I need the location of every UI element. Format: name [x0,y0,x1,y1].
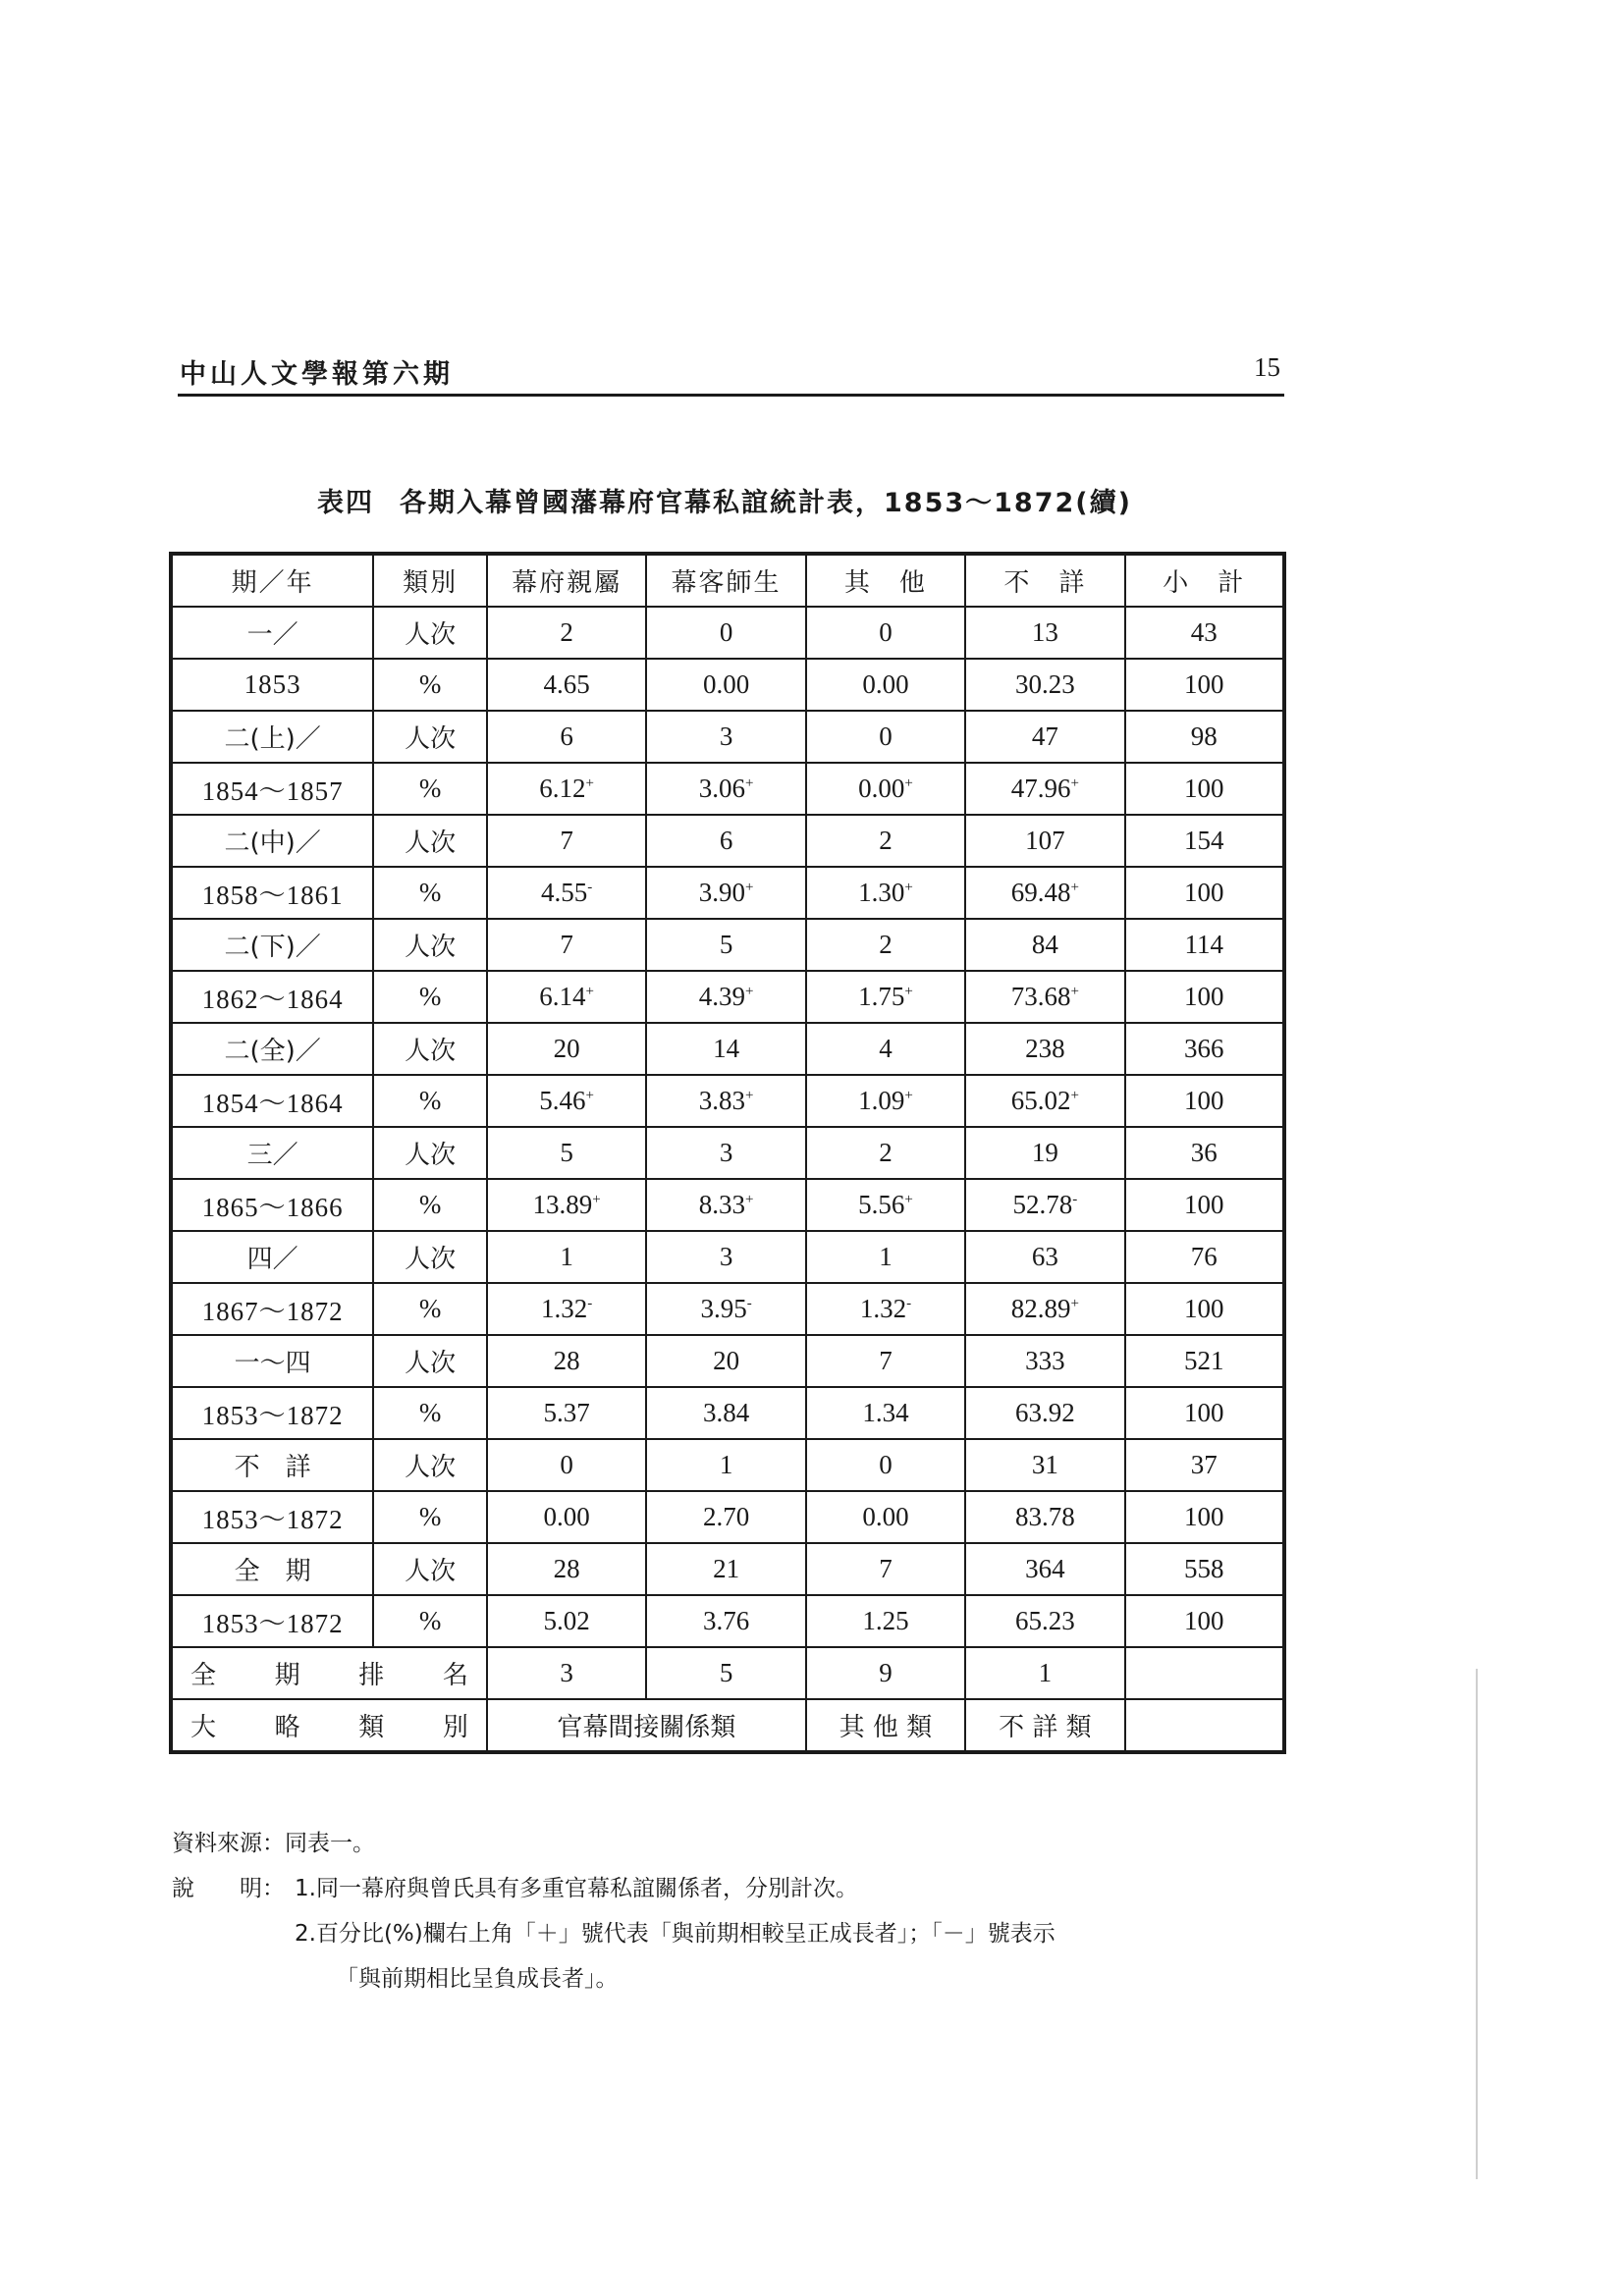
count-cell: 2 [806,1127,965,1179]
growth-mark: - [1072,1192,1078,1207]
period-percent-row [171,1491,1284,1543]
percent-cell [646,659,805,711]
growth-mark: + [904,984,913,999]
percent-cell [1125,659,1284,711]
growth-mark: - [587,1296,593,1311]
percent-value: 1.32 [859,1294,907,1323]
percent-value: 3.90 [698,878,745,907]
percent-cell [487,1283,646,1335]
percent-cell [1125,1283,1284,1335]
period-name: 不 詳 [171,1439,373,1491]
percent-value: 3.83 [698,1086,745,1115]
running-head [178,350,1284,397]
percent-value: 0.00 [858,774,905,803]
percent-value: 100 [1184,669,1224,699]
percent-cell [965,971,1124,1023]
count-cell: 3 [646,1231,805,1283]
row-type-label: % [373,1595,487,1647]
rank-row [171,1647,1284,1699]
category-indirect: 官幕間接關係類 [487,1699,806,1752]
count-cell: 5 [487,1127,646,1179]
table-notes [172,1821,1056,2002]
percent-value: 100 [1184,982,1224,1011]
percent-value: 63.92 [1014,1398,1075,1427]
percent-cell [1125,763,1284,815]
percent-cell [1125,971,1284,1023]
percent-value: 82.89 [1010,1294,1071,1323]
percent-value: 13.89 [532,1190,593,1219]
count-cell: 20 [646,1335,805,1387]
count-cell: 0 [806,607,965,659]
count-cell: 5 [646,919,805,971]
count-cell: 6 [487,711,646,763]
count-cell: 31 [965,1439,1124,1491]
row-type-label: % [373,763,487,815]
percent-value: 100 [1184,1502,1224,1531]
percent-value: 69.48 [1010,878,1071,907]
period-percent-row [171,1075,1284,1127]
col-header: 小 計 [1125,554,1284,607]
count-cell: 98 [1125,711,1284,763]
percent-value: 6.14 [539,982,586,1011]
source-label: 資料來源： [172,1831,285,1856]
table-caption: 各期入幕曾國藩幕府官幕私誼統計表，1853～1872(續) [400,488,1132,518]
period-percent-row [171,659,1284,711]
count-cell: 3 [646,1127,805,1179]
percent-cell [806,1179,965,1231]
percent-value: 83.78 [1014,1502,1075,1531]
growth-mark: - [746,1296,752,1311]
category-label-char: 類 [358,1713,385,1742]
percent-value: 1.09 [858,1086,905,1115]
period-name: 四／ [171,1231,373,1283]
percent-value: 100 [1184,1086,1224,1115]
growth-mark: + [904,1192,913,1207]
count-cell: 84 [965,919,1124,971]
period-percent-row [171,1595,1284,1647]
growth-mark: + [1070,984,1079,999]
percent-value: 0.00 [862,1502,909,1531]
percent-cell [965,659,1124,711]
rank-cell: 1 [965,1647,1124,1699]
period-years: 1853～1872 [171,1387,373,1439]
percent-cell [646,763,805,815]
percent-cell [487,1075,646,1127]
period-count-row [171,1439,1284,1491]
growth-mark: + [585,1088,594,1103]
count-cell: 43 [1125,607,1284,659]
count-cell: 154 [1125,815,1284,867]
percent-value: 100 [1184,1398,1224,1427]
percent-cell [965,763,1124,815]
row-type-label: % [373,1179,487,1231]
period-percent-row [171,1283,1284,1335]
period-name: 二(全)／ [171,1023,373,1075]
journal-title: 中山人文學報第六期 [180,359,454,390]
period-count-row [171,607,1284,659]
count-cell: 76 [1125,1231,1284,1283]
count-cell: 1 [806,1231,965,1283]
table-number: 表四 [317,488,374,518]
category-empty [1125,1699,1284,1752]
percent-cell [487,867,646,919]
growth-mark: + [744,984,754,999]
row-type-label: 人次 [373,1231,487,1283]
explain-note [172,1866,1056,1911]
count-cell: 0 [806,1439,965,1491]
growth-mark: + [1070,880,1079,895]
period-percent-row [171,1387,1284,1439]
percent-value: 30.23 [1014,669,1075,699]
row-type-label: % [373,1491,487,1543]
count-cell: 47 [965,711,1124,763]
category-unknown: 不 詳 類 [965,1699,1124,1752]
count-cell: 0 [646,607,805,659]
period-years: 1853～1872 [171,1595,373,1647]
period-name: 二(下)／ [171,919,373,971]
percent-cell [965,1179,1124,1231]
row-type-label: 人次 [373,1127,487,1179]
percent-cell [646,867,805,919]
growth-mark: + [744,880,754,895]
percent-cell [806,867,965,919]
percent-value: 5.46 [539,1086,586,1115]
percent-value: 4.65 [543,669,590,699]
count-cell: 2 [806,919,965,971]
count-cell: 28 [487,1335,646,1387]
scan-artifact-line [1476,1669,1478,2179]
category-label-char: 大 [190,1713,217,1742]
row-type-label: % [373,1075,487,1127]
period-count-row [171,815,1284,867]
percent-cell [806,1283,965,1335]
percent-value: 5.56 [858,1190,905,1219]
period-count-row [171,1127,1284,1179]
percent-value: 1.32 [541,1294,588,1323]
percent-cell [487,1595,646,1647]
percent-cell [487,1491,646,1543]
rank-cell [1125,1647,1284,1699]
row-type-label: % [373,1387,487,1439]
explain-item-1: 1.同一幕府與曾氏具有多重官幕私誼關係者，分別計次。 [295,1876,858,1901]
growth-mark: + [744,1192,754,1207]
growth-mark: + [1070,1088,1079,1103]
period-name: 全 期 [171,1543,373,1595]
col-header: 幕府親屬 [487,554,646,607]
percent-cell [1125,1179,1284,1231]
count-cell: 114 [1125,919,1284,971]
growth-mark: + [1070,775,1079,791]
rank-label-char: 排 [358,1661,385,1690]
count-cell: 0 [487,1439,646,1491]
growth-mark: - [587,880,593,895]
period-years: 1865～1866 [171,1179,373,1231]
percent-cell [1125,1595,1284,1647]
count-cell: 366 [1125,1023,1284,1075]
period-count-row [171,1543,1284,1595]
col-header: 類別 [373,554,487,607]
col-header: 期／年 [171,554,373,607]
percent-cell [487,971,646,1023]
count-cell: 3 [646,711,805,763]
period-percent-row [171,763,1284,815]
row-type-label: 人次 [373,1023,487,1075]
period-name: 一～四 [171,1335,373,1387]
count-cell: 21 [646,1543,805,1595]
row-type-label: 人次 [373,1439,487,1491]
percent-value: 1.34 [862,1398,909,1427]
period-years: 1854～1864 [171,1075,373,1127]
row-type-label: % [373,1283,487,1335]
percent-value: 100 [1184,774,1224,803]
rank-cell: 9 [806,1647,965,1699]
percent-cell [806,1595,965,1647]
percent-cell [646,971,805,1023]
row-type-label: % [373,971,487,1023]
rank-label-char: 全 [190,1661,217,1690]
growth-mark: + [904,1088,913,1103]
period-years: 1853 [171,659,373,711]
statistics-table [169,552,1286,1754]
percent-value: 1.75 [858,982,905,1011]
percent-value: 47.96 [1010,774,1071,803]
growth-mark: + [744,775,754,791]
percent-value: 4.39 [698,982,745,1011]
row-type-label: 人次 [373,815,487,867]
count-cell: 7 [487,815,646,867]
percent-cell [965,1075,1124,1127]
growth-mark: + [1070,1296,1079,1311]
percent-value: 3.95 [700,1294,747,1323]
table-body [171,607,1284,1647]
count-cell: 36 [1125,1127,1284,1179]
row-type-label: 人次 [373,1543,487,1595]
percent-value: 100 [1184,1190,1224,1219]
count-cell: 521 [1125,1335,1284,1387]
percent-value: 100 [1184,1606,1224,1635]
row-type-label: 人次 [373,607,487,659]
percent-value: 4.55 [541,878,588,907]
count-cell: 558 [1125,1543,1284,1595]
percent-cell [646,1387,805,1439]
period-years: 1853～1872 [171,1491,373,1543]
period-count-row [171,1335,1284,1387]
period-years: 1858～1861 [171,867,373,919]
row-type-label: % [373,867,487,919]
percent-cell [1125,867,1284,919]
category-label-char: 別 [442,1713,468,1742]
percent-value: 100 [1184,1294,1224,1323]
count-cell: 364 [965,1543,1124,1595]
period-name: 二(上)／ [171,711,373,763]
explain-item-2-continued: 「與前期相比呈負成長者」。 [336,1966,619,1992]
count-cell: 6 [646,815,805,867]
source-note [172,1821,1056,1866]
percent-value: 3.76 [702,1606,750,1635]
explain-item-2: 2.百分比(%)欄右上角「＋」號代表「與前期相較呈正成長者」；「－」號表示 [295,1921,1056,1947]
row-type-label: 人次 [373,711,487,763]
row-type-label: % [373,659,487,711]
col-header: 不 詳 [965,554,1124,607]
growth-mark: + [585,775,594,791]
category-other: 其 他 類 [806,1699,965,1752]
percent-cell [487,659,646,711]
period-count-row [171,711,1284,763]
category-label [171,1699,487,1752]
percent-value: 2.70 [702,1502,750,1531]
percent-cell [806,1075,965,1127]
count-cell: 20 [487,1023,646,1075]
percent-cell [646,1491,805,1543]
percent-cell [1125,1075,1284,1127]
period-count-row [171,1231,1284,1283]
period-years: 1854～1857 [171,763,373,815]
percent-value: 5.37 [543,1398,590,1427]
percent-cell [646,1179,805,1231]
growth-mark: + [744,1088,754,1103]
period-name: 一／ [171,607,373,659]
count-cell: 0 [806,711,965,763]
explain-label: 說 明： [172,1876,285,1901]
percent-cell [965,867,1124,919]
table-title [317,481,1132,519]
growth-mark: - [906,1296,912,1311]
count-cell: 1 [646,1439,805,1491]
count-cell: 63 [965,1231,1124,1283]
period-years: 1867～1872 [171,1283,373,1335]
period-percent-row [171,971,1284,1023]
percent-cell [1125,1387,1284,1439]
percent-value: 8.33 [698,1190,745,1219]
table-header-row [171,554,1284,607]
col-header: 幕客師生 [646,554,805,607]
percent-cell [806,659,965,711]
growth-mark: + [592,1192,601,1207]
percent-value: 3.84 [702,1398,750,1427]
percent-value: 5.02 [543,1606,590,1635]
count-cell: 2 [487,607,646,659]
percent-cell [965,1387,1124,1439]
source-text: 同表一。 [285,1831,375,1856]
percent-value: 0.00 [702,669,750,699]
count-cell: 28 [487,1543,646,1595]
row-type-label: 人次 [373,1335,487,1387]
period-percent-row [171,867,1284,919]
percent-value: 1.25 [862,1606,909,1635]
category-row [171,1699,1284,1752]
period-count-row [171,1023,1284,1075]
count-cell: 333 [965,1335,1124,1387]
percent-cell [965,1283,1124,1335]
count-cell: 37 [1125,1439,1284,1491]
percent-cell [965,1595,1124,1647]
count-cell: 238 [965,1023,1124,1075]
growth-mark: + [585,984,594,999]
percent-value: 0.00 [862,669,909,699]
category-label-char: 略 [274,1713,300,1742]
period-percent-row [171,1179,1284,1231]
percent-value: 73.68 [1010,982,1071,1011]
percent-cell [646,1283,805,1335]
percent-cell [965,1491,1124,1543]
count-cell: 19 [965,1127,1124,1179]
percent-cell [487,1179,646,1231]
count-cell: 1 [487,1231,646,1283]
count-cell: 2 [806,815,965,867]
count-cell: 13 [965,607,1124,659]
rank-cell: 5 [646,1647,805,1699]
percent-cell [806,1491,965,1543]
percent-value: 65.02 [1010,1086,1071,1115]
percent-cell [646,1075,805,1127]
count-cell: 4 [806,1023,965,1075]
count-cell: 7 [487,919,646,971]
percent-cell [806,971,965,1023]
percent-value: 100 [1184,878,1224,907]
percent-cell [487,1387,646,1439]
count-cell: 107 [965,815,1124,867]
percent-value: 0.00 [543,1502,590,1531]
row-type-label: 人次 [373,919,487,971]
rank-label-char: 期 [274,1661,300,1690]
percent-value: 6.12 [539,774,586,803]
rank-cell: 3 [487,1647,646,1699]
col-header: 其 他 [806,554,965,607]
rank-label [171,1647,487,1699]
percent-value: 52.78 [1012,1190,1073,1219]
page-number: 15 [1254,352,1280,382]
count-cell: 7 [806,1543,965,1595]
growth-mark: + [904,775,913,791]
percent-cell [487,763,646,815]
percent-value: 3.06 [698,774,745,803]
period-count-row [171,919,1284,971]
growth-mark: + [904,880,913,895]
percent-value: 65.23 [1014,1606,1075,1635]
period-name: 二(中)／ [171,815,373,867]
percent-value: 1.30 [858,878,905,907]
percent-cell [1125,1491,1284,1543]
rank-label-char: 名 [442,1661,468,1690]
count-cell: 14 [646,1023,805,1075]
period-name: 三／ [171,1127,373,1179]
percent-cell [806,1387,965,1439]
percent-cell [806,763,965,815]
count-cell: 7 [806,1335,965,1387]
period-years: 1862～1864 [171,971,373,1023]
percent-cell [646,1595,805,1647]
